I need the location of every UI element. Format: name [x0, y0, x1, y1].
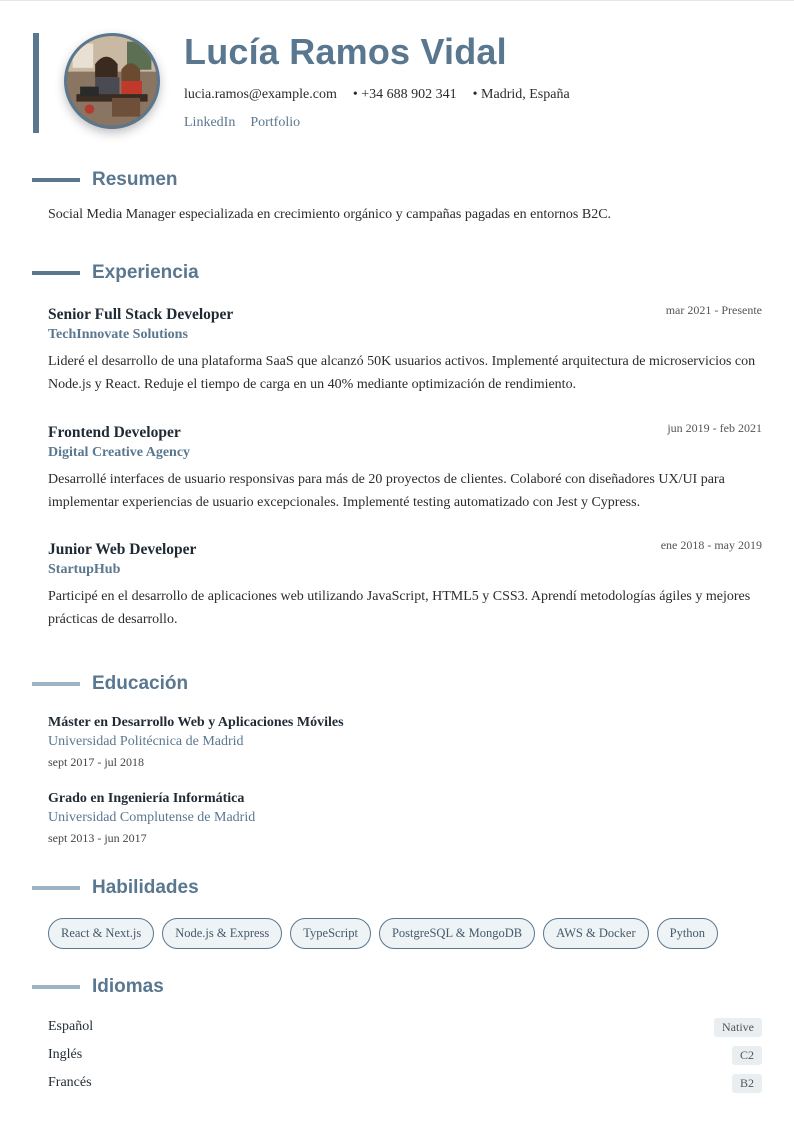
education-item	[48, 791, 255, 846]
language-row	[48, 1045, 762, 1065]
candidate-name: Lucía Ramos Vidal	[184, 31, 507, 72]
language-name: Inglés	[48, 1047, 83, 1062]
linkedin-link[interactable]: LinkedIn	[184, 115, 236, 130]
experience-item	[48, 303, 762, 396]
avatar	[64, 33, 160, 129]
job-role: Junior Web Developer	[48, 541, 197, 558]
phone-text: • +34 688 902 341	[352, 87, 457, 102]
language-row	[48, 1017, 762, 1037]
skill-tag: Node.js & Express	[162, 918, 282, 949]
portfolio-link[interactable]: Portfolio	[250, 115, 301, 130]
section-education-header	[32, 673, 188, 695]
skill-tag: PostgreSQL & MongoDB	[379, 918, 535, 949]
section-skills-header	[32, 877, 199, 899]
education-school: Universidad Politécnica de Madrid	[48, 734, 244, 749]
skill-tag: AWS & Docker	[543, 918, 649, 949]
job-company: Digital Creative Agency	[48, 445, 191, 460]
job-description: Desarrollé interfaces de usuario responsivas para más de 20 proyectos de clientes. Colaboré con diseñadores UX/UI para implementar experiencias de usuario excepcionales. Implementé testing automatizado con Jest y Cypress.	[48, 472, 725, 510]
language-name: Español	[48, 1019, 94, 1034]
section-title: Experiencia	[92, 262, 199, 283]
section-title: Idiomas	[92, 976, 164, 997]
section-summary-header	[32, 169, 178, 191]
experience-item	[48, 538, 762, 631]
skill-tag: TypeScript	[290, 918, 371, 949]
job-role: Senior Full Stack Developer	[48, 306, 234, 323]
location-text: • Madrid, España	[472, 87, 570, 102]
section-title: Habilidades	[92, 877, 199, 898]
job-company: StartupHub	[48, 562, 121, 577]
section-title: Resumen	[92, 169, 178, 190]
education-degree: Máster en Desarrollo Web y Aplicaciones Móviles	[48, 715, 344, 730]
education-school: Universidad Complutense de Madrid	[48, 810, 256, 825]
section-divider	[32, 985, 80, 989]
language-level-badge: Native	[714, 1018, 762, 1037]
language-level-badge: B2	[732, 1074, 762, 1093]
section-title: Educación	[92, 673, 189, 694]
job-description: Lideré el desarrollo de una plataforma SaaS que alcanzó 50K usuarios activos. Implementé arquitectura de microservicios con Node.js y React. Reduje el tiempo de carga en un 40% mediante optimización de rendimiento.	[48, 354, 756, 392]
job-date: mar 2021 - Presente	[665, 303, 762, 317]
section-divider	[32, 178, 80, 182]
job-company: TechInnovate Solutions	[48, 327, 188, 342]
profile-links	[184, 115, 315, 131]
skills-list	[48, 918, 726, 949]
job-date: ene 2018 - may 2019	[660, 538, 762, 552]
contact-info	[184, 87, 586, 103]
profile-photo-icon	[67, 36, 157, 126]
section-divider	[32, 682, 80, 686]
section-languages-header	[32, 976, 164, 998]
header-accent-bar	[33, 33, 39, 133]
summary-text: Social Media Manager especializada en crecimiento orgánico y campañas pagadas en entornos B2C.	[48, 207, 612, 222]
language-row	[48, 1073, 762, 1093]
job-role: Frontend Developer	[48, 424, 181, 441]
education-period: sept 2013 - jun 2017	[48, 831, 147, 845]
skill-tag: React & Next.js	[48, 918, 154, 949]
language-level-badge: C2	[732, 1046, 762, 1065]
job-description: Participé en el desarrollo de aplicaciones web utilizando JavaScript, HTML5 y CSS3. Aprendí metodologías ágiles y mejores prácticas de desarrollo.	[48, 589, 751, 627]
skill-tag: Python	[657, 918, 718, 949]
experience-item	[48, 421, 762, 514]
email-text[interactable]: lucia.ramos@example.com	[184, 87, 337, 102]
section-experience-header	[32, 262, 199, 284]
education-degree: Grado en Ingeniería Informática	[48, 791, 245, 806]
education-item	[48, 715, 344, 770]
language-name: Francés	[48, 1075, 92, 1090]
section-divider	[32, 271, 80, 275]
education-period: sept 2017 - jul 2018	[48, 755, 144, 769]
job-date: jun 2019 - feb 2021	[667, 421, 762, 435]
section-divider	[32, 886, 80, 890]
